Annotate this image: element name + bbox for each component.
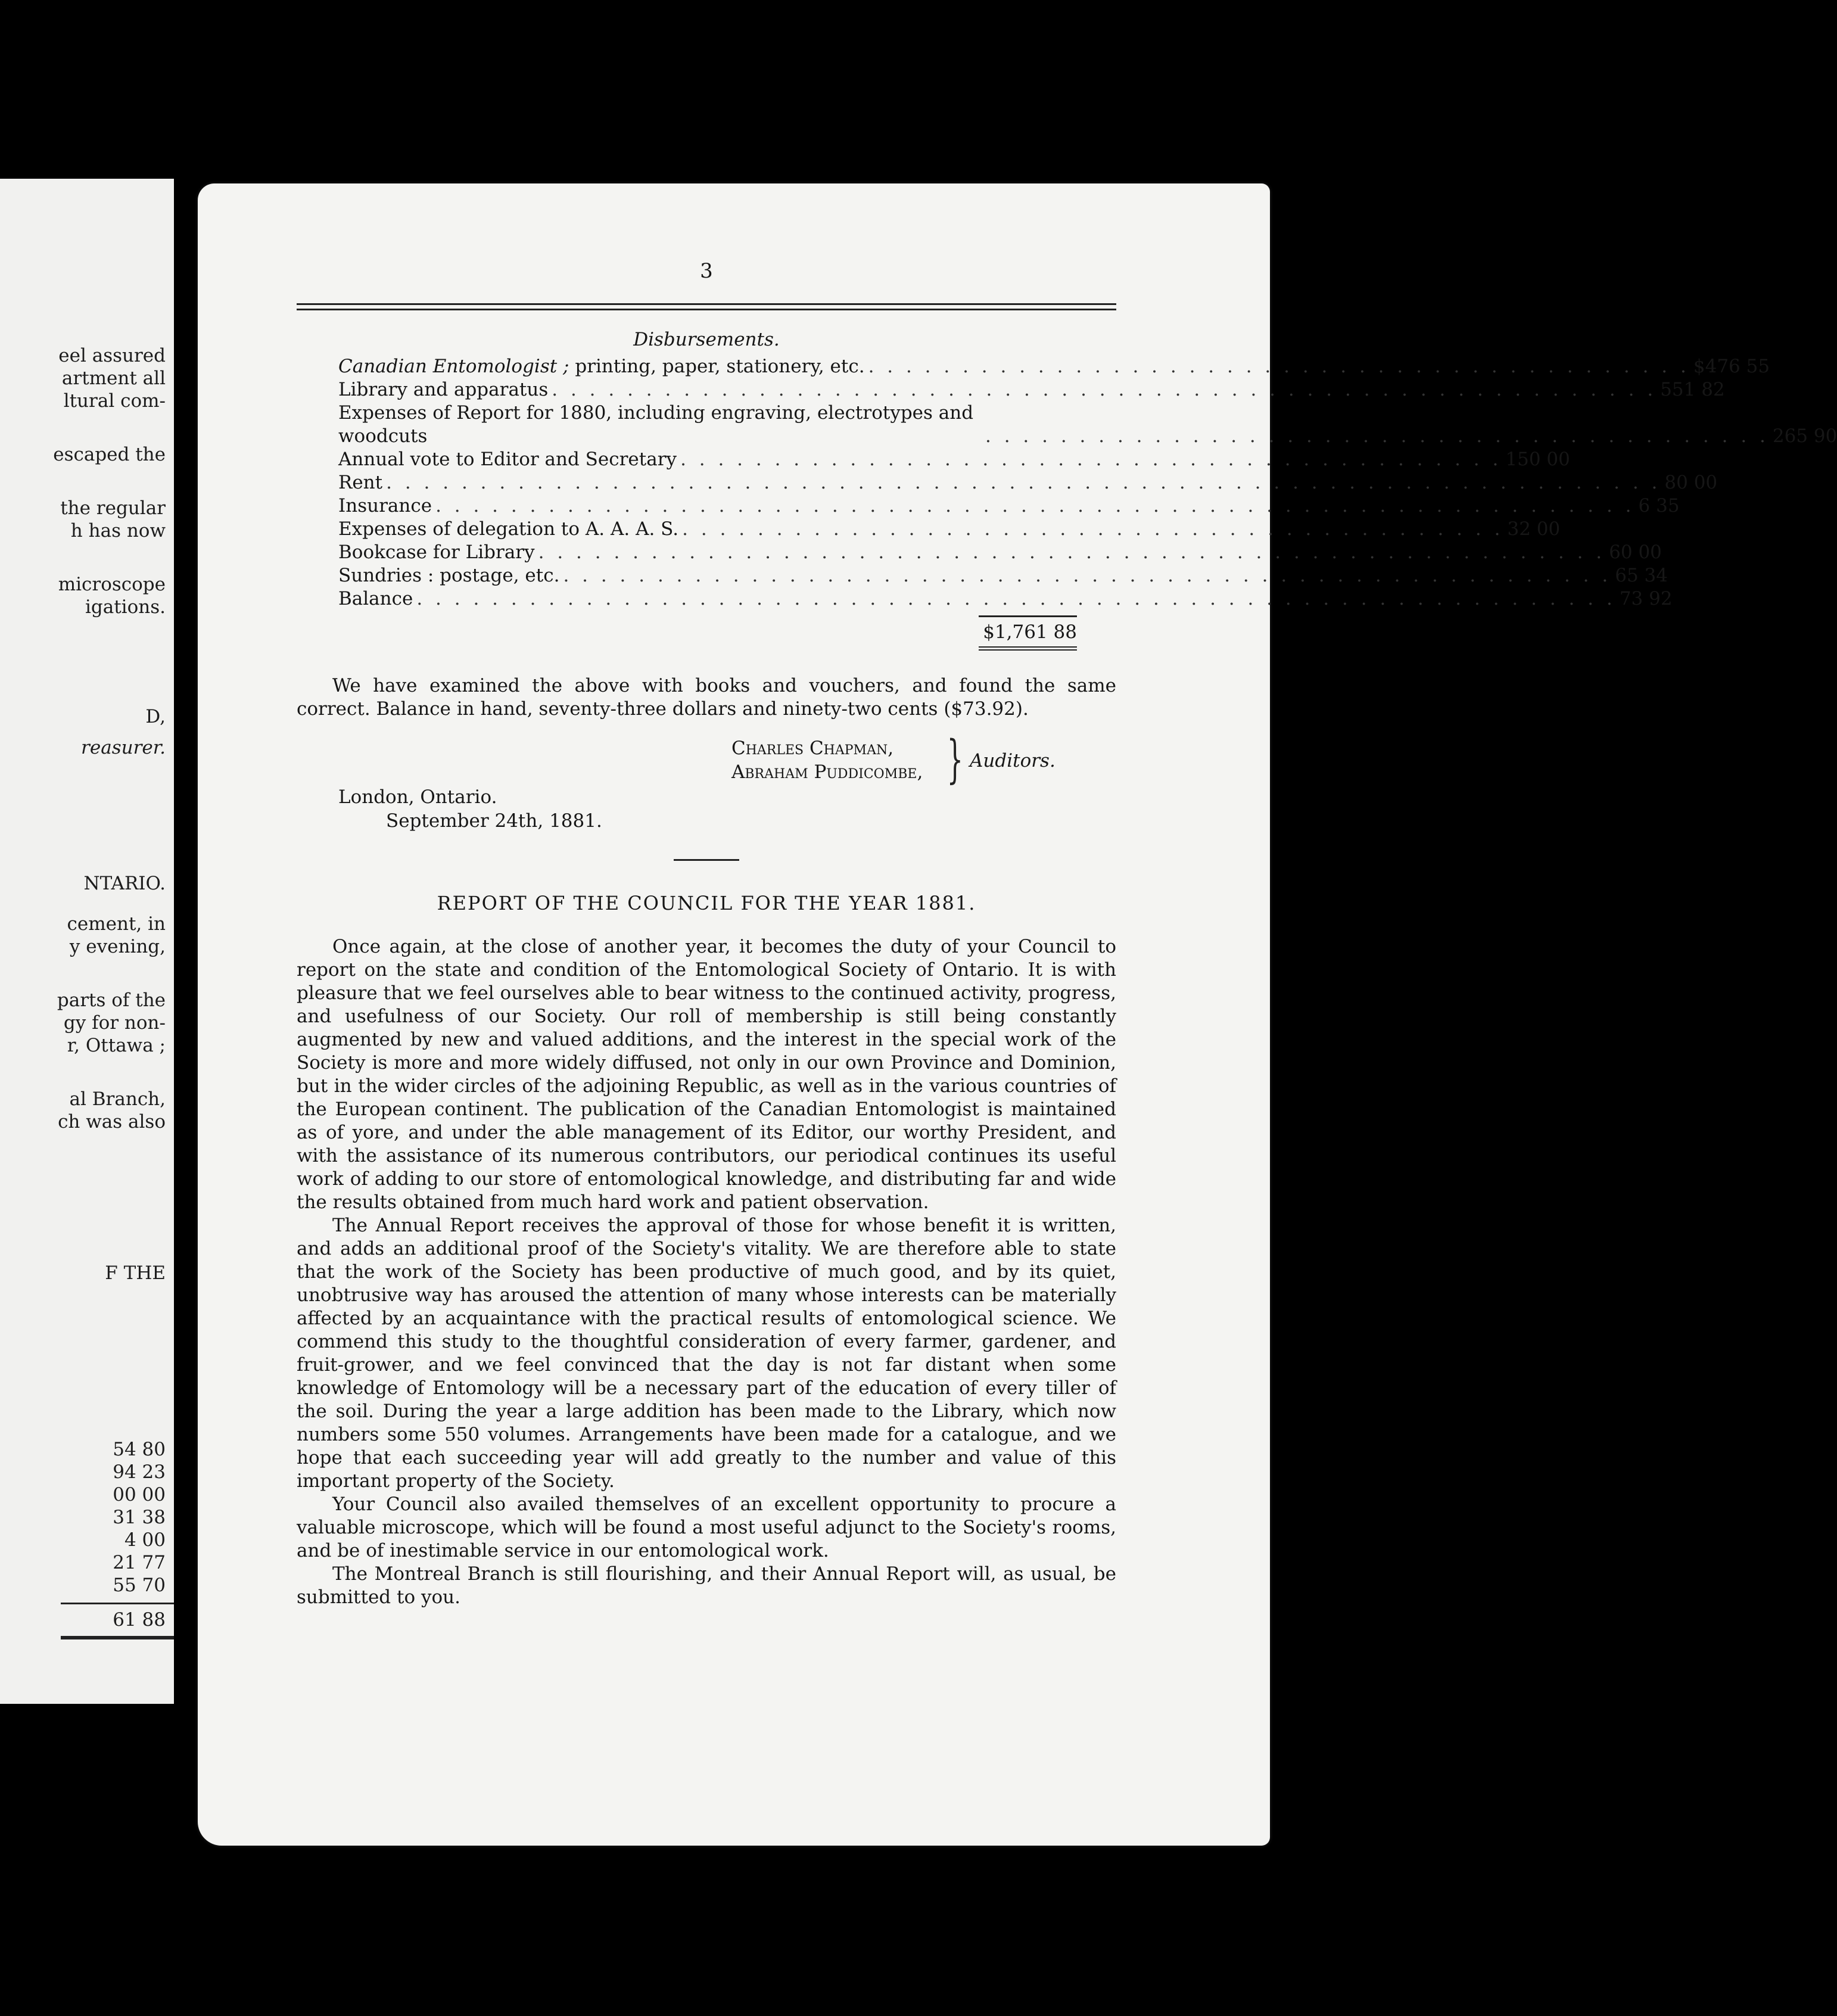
ledger-label: Annual vote to Editor and Secretary [338,449,677,470]
left-line: r, Ottawa ; [67,1035,166,1056]
ledger-row: Insurance . . . . . . . . . . . . . . . . . . . . . . . . . . . . . . . . . . . . . . . . . . . . . . . . . . . . . . . . . . . . . . . . 6 35 [338,495,1680,517]
ledger-amount: 6 35 [1638,495,1680,517]
ledger-label: Rent [338,472,383,493]
ledger-label: Library and apparatus [338,379,549,400]
left-total-rule [61,1603,174,1604]
left-line: parts of the [57,990,166,1011]
ledger-label: Balance [338,588,413,609]
left-line: eel assured [58,345,166,366]
ledger-total-row [338,615,1077,651]
ledger-row: Expenses of delegation to A. A. A. S. . . . . . . . . . . . . . . . . . . . . . . . . . . . . . . . . . . . . . . . . . . . . 32 00 [338,518,1561,540]
auditors-block [297,730,1116,789]
ledger-amount: 73 92 [1619,588,1673,609]
left-line: 61 88 [113,1609,166,1631]
left-total-rule [61,1636,174,1639]
section-divider [674,859,739,861]
report-paragraph: The Annual Report receives the approval of those for whose benefit it is written, and adds an additional proof of the Society's vitality. We are therefore able to state that the work of the Society has been productive of much good, and by its quiet, unobtrusive way has aroused the attention of many whose interests can be materially affected by an acquaintance with the practical results of entomological science. We commend this study to the thoughtful consideration of every farmer, gardener, and fruit-grower, and we feel convinced that the day is not far distant when some knowledge of Entomology will be a necessary part of the education of every tiller of the soil. During the year a large addition has been made to the Library, which now numbers some 550 volumes. Arrangements have been made for a catalogue, and we hope that each succeeding year will add greatly to the number and value of this important property of the Society. [297,1215,1116,1492]
ledger-label: Expenses of delegation to A. A. A. S. [338,518,679,540]
left-line: y evening, [69,936,166,957]
auditor-name: Abraham Puddicombe, [731,761,923,783]
left-line: 94 23 [113,1461,166,1483]
left-line: reasurer. [81,737,166,758]
page-content [297,259,1837,1609]
left-line: D, [145,706,166,727]
ledger-row: Sundries : postage, etc. . . . . . . . . . . . . . . . . . . . . . . . . . . . . . . . . . . . . . . . . . . . . . . . . . . . . . . . . 65 34 [338,565,1668,586]
left-line: ltural com- [63,390,166,412]
ledger-row: Balance . . . . . . . . . . . . . . . . . . . . . . . . . . . . . . . . . . . . . . . . . . . . . . . . . . . . . . . . . . . . . . . . 73 92 [338,588,1673,609]
left-line: 21 77 [113,1552,166,1573]
left-line: h has now [70,520,166,542]
left-line: 31 38 [113,1507,166,1528]
ledger-label: Sundries : postage, etc. [338,565,560,586]
left-line: artment all [61,368,166,389]
disbursements-heading: Disbursements. [633,329,780,350]
ledger-row: Expenses of Report for 1880, including engraving, electrotypes and woodcuts . . . . . . . . . . . . . . . . . . . . . . . . . . . . . . . . . . . . . . . . . . 265 90 [338,402,1837,447]
ledger-label: Insurance [338,495,432,517]
disbursements-ledger [338,355,1837,651]
left-line: igations. [85,596,166,618]
ledger-amount: $476 55 [1693,356,1770,377]
date-line: September 24th, 1881. [386,810,602,832]
ledger-amount: 551 82 [1660,379,1725,400]
ledger-label: Bookcase for Library [338,542,535,563]
left-line: gy for non- [63,1012,166,1034]
report-body [297,935,1116,1609]
left-line: 54 80 [113,1439,166,1460]
brace-glyph: } [946,730,964,789]
left-line: 55 70 [113,1575,166,1596]
left-line: 4 00 [124,1529,166,1551]
left-line: F THE [105,1262,166,1284]
auditor-name: Charles Chapman, [731,738,894,759]
left-line: the regular [60,497,166,519]
ledger-row: Library and apparatus . . . . . . . . . . . . . . . . . . . . . . . . . . . . . . . . . . . . . . . . . . . . . . . . . . . . . . . . . . . 551 82 [338,379,1725,400]
header-double-rule [297,303,1116,310]
ledger-row: Canadian Entomologist ; printing, paper, stationery, etc. . . . . . . . . . . . . . . . . . . . . . . . . . . . . . . . . . . . . . . . . . . . . $476 55 [338,356,1770,377]
report-paragraph: Your Council also availed themselves of an excellent opportunity to procure a valuable microscope, which will be found a most useful adjunct to the Society's rooms, and be of inestimable service in our entomological work. [297,1494,1116,1561]
report-paragraph: Once again, at the close of another year, it becomes the duty of your Council to report on the state and condition of the Entomological Society of Ontario. It is with pleasure that we feel ourselves able to bear witness to the continued activity, progress, and usefulness of our Society. Our roll of membership is still being constantly augmented by new and valued additions, and the interest in the special work of the Society is more and more widely diffused, not only in our own Province and Dominion, but in the wider circles of the adjoining Republic, as well as in the various countries of the European continent. The publication of the Canadian Entomologist is maintained as of yore, and under the able management of its Editor, our worthy President, and with the assistance of its numerous contributors, our periodical continues its useful work of adding to our store of entomological knowledge, and distributing far and wide the results obtained from much hard work and patient observation. [297,936,1116,1213]
left-line: 00 00 [113,1484,166,1505]
ledger-amount: 65 34 [1615,565,1668,586]
place-line: London, Ontario. [338,786,497,808]
left-line: ch was also [58,1111,166,1133]
previous-page-fragment [0,179,174,1704]
page-number: 3 [700,259,713,283]
left-line: al Branch, [69,1088,166,1110]
report-paragraph: The Montreal Branch is still flourishing, and their Annual Report will, as usual, be submitted to you. [297,1563,1116,1608]
left-line: cement, in [67,913,166,935]
ledger-label-italic: Canadian Entomologist ; [338,356,569,377]
ledger-total: $1,761 88 [979,615,1077,651]
auditor-names [731,736,923,784]
ledger-row: Annual vote to Editor and Secretary . . . . . . . . . . . . . . . . . . . . . . . . . . . . . . . . . . . . . . . . . . . . 150 00 [338,449,1570,470]
ledger-amount: 265 90 [1772,425,1837,447]
report-title: REPORT OF THE COUNCIL FOR THE YEAR 1881. [437,892,976,914]
ledger-amount: 32 00 [1507,518,1561,540]
ledger-row: Rent . . . . . . . . . . . . . . . . . . . . . . . . . . . . . . . . . . . . . . . . . . . . . . . . . . . . . . . . . . . . . . . . . . . . 80 00 [338,472,1718,493]
document-page [198,183,1837,1846]
ledger-amount: 150 00 [1505,449,1570,470]
left-line: microscope [58,574,166,595]
ledger-amount: 60 00 [1609,542,1662,563]
ledger-amount: 80 00 [1664,472,1718,493]
audit-statement: We have examined the above with books and vouchers, and found the same correct. Balance in hand, seventy-three dollars and ninety-two cents ($73.92). [297,675,1116,720]
auditor-role: Auditors. [970,750,1056,771]
left-line: NTARIO. [83,873,166,894]
left-line: escaped the [53,444,166,465]
ledger-row: Bookcase for Library . . . . . . . . . . . . . . . . . . . . . . . . . . . . . . . . . . . . . . . . . . . . . . . . . . . . . . . . . 60 00 [338,542,1662,563]
ledger-label: Expenses of Report for 1880, including engraving, electrotypes and woodcuts [338,402,974,447]
ledger-label: printing, paper, stationery, etc. [569,356,865,377]
